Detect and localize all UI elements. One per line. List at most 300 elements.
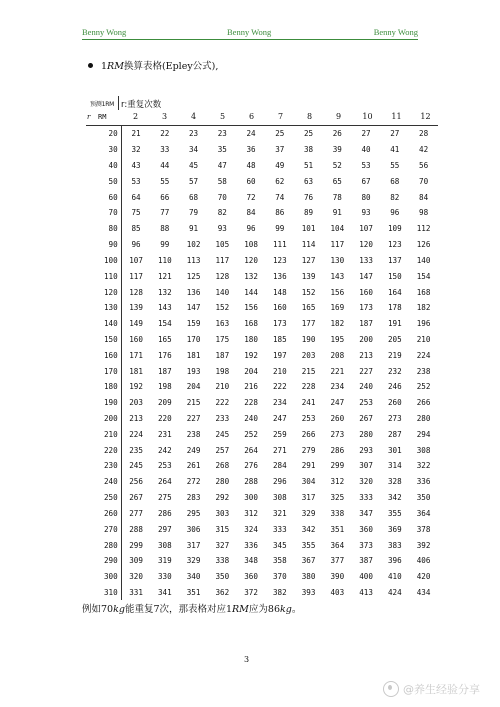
rm-value-cell: 112 xyxy=(416,224,431,234)
weight-cell: 110 xyxy=(84,268,121,284)
rm-value-cell: 370 xyxy=(272,572,287,582)
rm-value-cell: 331 xyxy=(129,587,143,597)
example-kg1: kg xyxy=(113,604,125,615)
weight-cell: 150 xyxy=(84,332,121,348)
rm-value-cell: 342 xyxy=(301,524,316,534)
rm-value-cell: 264 xyxy=(244,445,258,455)
rm-value-cell: 312 xyxy=(244,508,258,518)
rm-value-cell: 91 xyxy=(188,224,199,234)
rm-value-cell: 77 xyxy=(160,208,170,218)
section-rm: RM xyxy=(107,61,124,72)
rm-value-cell: 147 xyxy=(359,271,373,281)
rm-value-cell: 198 xyxy=(215,366,230,376)
rm-value-cell: 216 xyxy=(244,382,258,392)
rm-value-cell: 325 xyxy=(330,493,345,503)
rm-value-cell: 279 xyxy=(301,445,316,455)
rep-header-8: 8 xyxy=(306,112,313,121)
rm-value-cell: 150 xyxy=(387,271,402,281)
rm-value-cell: 182 xyxy=(330,319,345,329)
rm-value-cell: 351 xyxy=(186,587,201,597)
table-row xyxy=(84,316,438,332)
rm-value-cell: 350 xyxy=(416,493,431,503)
rm-value-cell: 222 xyxy=(215,398,230,408)
rm-value-cell: 89 xyxy=(303,208,314,218)
weight-cell: 270 xyxy=(84,521,121,537)
rm-value-cell: 160 xyxy=(359,287,373,297)
rm-value-cell: 96 xyxy=(131,240,141,250)
rm-value-cell: 204 xyxy=(244,366,258,376)
rm-value-cell: 390 xyxy=(330,572,345,582)
rm-value-cell: 295 xyxy=(186,508,201,518)
rm-value-cell: 268 xyxy=(215,461,230,471)
rm-value-cell: 380 xyxy=(301,572,316,582)
rep-header-4: 4 xyxy=(190,112,197,121)
rm-value-cell: 123 xyxy=(387,240,402,250)
rm-value-cell: 139 xyxy=(129,303,143,313)
rm-value-cell: 88 xyxy=(160,224,170,234)
rm-value-cell: 67 xyxy=(361,176,371,186)
rm-value-cell: 373 xyxy=(359,540,373,550)
table-row xyxy=(84,521,438,537)
rm-value-cell: 259 xyxy=(272,429,287,439)
rm-value-cell: 291 xyxy=(301,461,316,471)
rm-value-cell: 164 xyxy=(387,287,402,297)
rm-value-cell: 314 xyxy=(387,461,402,471)
rm-value-cell: 101 xyxy=(301,224,316,234)
bullet-icon xyxy=(88,63,93,68)
rm-value-cell: 70 xyxy=(419,176,429,186)
rm-value-cell: 205 xyxy=(387,334,402,344)
weight-cell: 290 xyxy=(84,553,121,569)
rm-value-cell: 338 xyxy=(215,556,230,566)
rm-value-cell: 139 xyxy=(301,271,316,281)
rm-value-cell: 187 xyxy=(157,366,172,376)
rm-value-cell: 215 xyxy=(301,366,316,376)
rm-value-cell: 99 xyxy=(160,240,170,250)
rm-value-cell: 286 xyxy=(157,508,172,518)
rm-value-cell: 336 xyxy=(244,540,258,550)
rm-value-cell: 136 xyxy=(186,287,201,297)
weight-cell: 30 xyxy=(84,142,121,158)
rm-value-cell: 24 xyxy=(246,129,256,139)
rm-value-cell: 308 xyxy=(272,493,287,503)
rm-value-cell: 114 xyxy=(301,240,316,250)
rm-value-cell: 117 xyxy=(215,255,230,265)
rep-header-10: 10 xyxy=(362,112,373,121)
rm-value-cell: 351 xyxy=(330,524,345,534)
rm-value-cell: 55 xyxy=(390,161,400,171)
rm-value-cell: 245 xyxy=(129,461,143,471)
table-row xyxy=(84,253,438,269)
weight-cell: 220 xyxy=(84,442,121,458)
rm-value-cell: 156 xyxy=(330,287,345,297)
rm-value-cell: 33 xyxy=(160,145,170,155)
weight-cell: 60 xyxy=(84,189,121,205)
table-row xyxy=(84,300,438,316)
rm-value-cell: 324 xyxy=(244,524,258,534)
example-kg2: kg xyxy=(280,604,292,615)
page-number: 3 xyxy=(244,655,250,664)
rm-value-cell: 378 xyxy=(416,524,431,534)
rm-value-cell: 108 xyxy=(244,240,258,250)
table-row xyxy=(84,173,438,189)
rm-value-cell: 44 xyxy=(160,161,170,171)
table-row xyxy=(84,347,438,363)
table-row xyxy=(84,332,438,348)
example-part3: 应为86 xyxy=(248,604,281,615)
rm-value-cell: 238 xyxy=(416,366,431,376)
rm-value-cell: 193 xyxy=(186,366,201,376)
rm-value-cell: 147 xyxy=(186,303,201,313)
header-left: Benny Wong xyxy=(82,27,127,37)
rm-value-cell: 187 xyxy=(215,350,230,360)
table-row xyxy=(84,363,438,379)
rm-value-cell: 48 xyxy=(246,161,256,171)
rm-value-cell: 192 xyxy=(129,382,143,392)
rm-value-cell: 387 xyxy=(359,556,373,566)
rm-value-cell: 275 xyxy=(157,493,172,503)
example-rm: RM xyxy=(232,604,249,615)
rm-value-cell: 39 xyxy=(332,145,342,155)
weight-cell: 120 xyxy=(84,284,121,300)
rm-value-cell: 190 xyxy=(301,334,316,344)
rm-value-cell: 93 xyxy=(217,224,227,234)
rm-value-cell: 294 xyxy=(416,429,431,439)
rm-value-cell: 82 xyxy=(390,192,400,202)
rm-value-cell: 328 xyxy=(387,477,402,487)
weight-cell: 130 xyxy=(84,300,121,316)
rm-value-cell: 348 xyxy=(244,556,258,566)
rm-value-cell: 191 xyxy=(387,319,402,329)
rm-value-cell: 159 xyxy=(186,319,201,329)
rm-value-cell: 200 xyxy=(359,334,373,344)
rm-value-cell: 64 xyxy=(131,192,141,202)
rm-value-cell: 27 xyxy=(390,129,400,139)
table-row xyxy=(84,458,438,474)
rm-value-cell: 267 xyxy=(359,414,373,424)
rm-value-cell: 392 xyxy=(416,540,431,550)
rm-value-cell: 260 xyxy=(387,398,402,408)
rm-value-cell: 252 xyxy=(244,429,258,439)
rep-header-12: 12 xyxy=(420,112,431,121)
rm-value-cell: 149 xyxy=(129,319,143,329)
rm-value-cell: 45 xyxy=(188,161,199,171)
rm-value-cell: 287 xyxy=(387,429,402,439)
rm-value-cell: 367 xyxy=(301,556,316,566)
weight-cell: 40 xyxy=(84,158,121,174)
rm-value-cell: 148 xyxy=(272,287,287,297)
rm-value-cell: 253 xyxy=(359,398,373,408)
rm-value-cell: 235 xyxy=(129,445,143,455)
rep-header-11: 11 xyxy=(391,112,402,121)
weight-cell: 180 xyxy=(84,379,121,395)
weight-cell: 140 xyxy=(84,316,121,332)
table-row xyxy=(84,585,438,601)
rm-value-cell: 104 xyxy=(330,224,345,234)
weight-cell: 190 xyxy=(84,395,121,411)
rm-value-cell: 242 xyxy=(157,445,172,455)
rm-value-cell: 347 xyxy=(359,508,373,518)
rm-value-cell: 300 xyxy=(244,493,258,503)
rm-value-cell: 276 xyxy=(244,461,258,471)
rm-value-cell: 299 xyxy=(330,461,345,471)
rm-value-cell: 51 xyxy=(303,161,314,171)
rm-value-cell: 227 xyxy=(186,414,201,424)
example-text xyxy=(82,601,301,615)
rm-value-cell: 32 xyxy=(131,145,141,155)
table-row xyxy=(84,158,438,174)
rm-value-cell: 128 xyxy=(129,287,143,297)
rm-value-cell: 253 xyxy=(157,461,172,471)
rm-value-cell: 233 xyxy=(215,414,230,424)
rm-value-cell: 168 xyxy=(244,319,258,329)
rm-table xyxy=(84,95,438,600)
rm-value-cell: 210 xyxy=(272,366,287,376)
rm-value-cell: 246 xyxy=(387,382,402,392)
rm-value-cell: 403 xyxy=(330,587,345,597)
rm-value-cell: 37 xyxy=(275,145,285,155)
rm-value-cell: 52 xyxy=(332,161,342,171)
rm-value-cell: 123 xyxy=(272,255,287,265)
rm-value-cell: 252 xyxy=(416,382,431,392)
weight-cell: 240 xyxy=(84,474,121,490)
rm-value-cell: 165 xyxy=(157,334,172,344)
table-row xyxy=(84,490,438,506)
header-center: Benny Wong xyxy=(227,27,272,37)
rm-value-cell: 47 xyxy=(217,161,227,171)
rm-value-cell: 280 xyxy=(215,477,230,487)
rm-value-cell: 93 xyxy=(361,208,371,218)
rm-value-cell: 165 xyxy=(301,303,316,313)
rm-value-cell: 240 xyxy=(359,382,373,392)
rm-value-cell: 43 xyxy=(131,161,141,171)
rm-value-cell: 143 xyxy=(157,303,172,313)
rm-value-cell: 173 xyxy=(272,319,287,329)
weight-cell: 50 xyxy=(84,173,121,189)
table-row xyxy=(84,268,438,284)
rep-header-7: 7 xyxy=(277,112,284,121)
weight-cell: 210 xyxy=(84,426,121,442)
rm-value-cell: 26 xyxy=(332,129,342,139)
rm-value-cell: 360 xyxy=(244,572,258,582)
rm-value-cell: 322 xyxy=(416,461,431,471)
rm-value-cell: 360 xyxy=(359,524,373,534)
rm-value-cell: 256 xyxy=(129,477,143,487)
rm-value-cell: 187 xyxy=(359,319,373,329)
weight-cell: 200 xyxy=(84,411,121,427)
rm-value-cell: 277 xyxy=(129,508,143,518)
table-row xyxy=(84,284,438,300)
weight-cell: 300 xyxy=(84,569,121,585)
table-row xyxy=(84,442,438,458)
weight-cell: 90 xyxy=(84,237,121,253)
rm-value-cell: 91 xyxy=(332,208,342,218)
rm-value-cell: 154 xyxy=(416,271,431,281)
rm-value-cell: 247 xyxy=(330,398,345,408)
rm-value-cell: 228 xyxy=(244,398,258,408)
rm-value-cell: 203 xyxy=(301,350,316,360)
rm-value-cell: 56 xyxy=(419,161,429,171)
table-row xyxy=(84,379,438,395)
rm-value-cell: 180 xyxy=(244,334,258,344)
rm-value-cell: 113 xyxy=(186,255,201,265)
rm-value-cell: 317 xyxy=(301,493,316,503)
rm-value-cell: 253 xyxy=(301,414,316,424)
rm-value-cell: 292 xyxy=(215,493,230,503)
rm-value-cell: 260 xyxy=(330,414,345,424)
rm-value-cell: 42 xyxy=(419,145,429,155)
table-row xyxy=(84,142,438,158)
rm-value-cell: 355 xyxy=(301,540,316,550)
rm-value-cell: 133 xyxy=(359,255,373,265)
rm-value-cell: 96 xyxy=(390,208,400,218)
rm-value-cell: 210 xyxy=(215,382,230,392)
rm-value-cell: 38 xyxy=(303,145,314,155)
rm-value-cell: 434 xyxy=(416,587,431,597)
rm-value-cell: 306 xyxy=(186,524,201,534)
table-header-top xyxy=(84,95,438,111)
rm-value-cell: 304 xyxy=(301,477,316,487)
rm-value-cell: 372 xyxy=(244,587,258,597)
section-prefix: 1 xyxy=(101,61,108,72)
rm-value-cell: 209 xyxy=(157,398,172,408)
header-divider xyxy=(118,96,119,110)
rm-value-cell: 280 xyxy=(416,414,431,424)
rm-value-cell: 28 xyxy=(419,129,429,139)
rm-value-cell: 221 xyxy=(330,366,345,376)
rm-value-cell: 261 xyxy=(186,461,201,471)
rm-value-cell: 329 xyxy=(301,508,316,518)
rm-value-cell: 222 xyxy=(272,382,287,392)
rm-value-cell: 68 xyxy=(188,192,199,202)
rm-value-cell: 232 xyxy=(387,366,402,376)
rm-value-cell: 297 xyxy=(157,524,172,534)
rm-value-cell: 241 xyxy=(301,398,316,408)
rm-value-cell: 400 xyxy=(359,572,373,582)
rm-label: RM xyxy=(98,113,107,121)
table-row xyxy=(84,569,438,585)
rm-value-cell: 413 xyxy=(359,587,373,597)
rm-value-cell: 288 xyxy=(244,477,258,487)
weight-cell: 260 xyxy=(84,506,121,522)
rm-value-cell: 320 xyxy=(129,572,143,582)
rm-value-cell: 170 xyxy=(186,334,201,344)
rm-value-cell: 107 xyxy=(359,224,373,234)
weight-cell: 70 xyxy=(84,205,121,221)
weight-cell: 100 xyxy=(84,253,121,269)
rm-value-cell: 219 xyxy=(387,350,402,360)
rm-value-cell: 41 xyxy=(390,145,400,155)
rm-value-cell: 75 xyxy=(131,208,141,218)
rm-value-cell: 76 xyxy=(303,192,314,202)
weight-cell: 230 xyxy=(84,458,121,474)
table-row xyxy=(84,553,438,569)
rm-value-cell: 249 xyxy=(186,445,201,455)
rm-value-cell: 173 xyxy=(359,303,373,313)
rm-value-cell: 96 xyxy=(246,224,256,234)
rm-value-cell: 74 xyxy=(275,192,285,202)
rm-value-cell: 198 xyxy=(157,382,172,392)
rm-value-cell: 168 xyxy=(416,287,431,297)
rm-value-cell: 203 xyxy=(129,398,143,408)
table-row xyxy=(84,537,438,553)
rm-value-cell: 107 xyxy=(129,255,143,265)
rm-value-cell: 312 xyxy=(330,477,345,487)
rm-value-cell: 98 xyxy=(419,208,429,218)
rm-value-cell: 227 xyxy=(359,366,373,376)
rm-value-cell: 132 xyxy=(244,271,258,281)
table-row xyxy=(84,426,438,442)
rm-value-cell: 293 xyxy=(359,445,373,455)
rm-value-cell: 40 xyxy=(361,145,371,155)
rm-value-cell: 264 xyxy=(157,477,172,487)
rm-value-cell: 224 xyxy=(416,350,431,360)
rm-value-cell: 160 xyxy=(272,303,287,313)
rm-value-cell: 110 xyxy=(157,255,172,265)
rm-value-cell: 317 xyxy=(186,540,201,550)
rm-value-cell: 283 xyxy=(186,493,201,503)
rm-value-cell: 215 xyxy=(186,398,201,408)
rm-value-cell: 36 xyxy=(246,145,256,155)
header-rule-line xyxy=(86,125,438,126)
table-row xyxy=(84,395,438,411)
rm-value-cell: 234 xyxy=(330,382,345,392)
rm-value-cell: 143 xyxy=(330,271,345,281)
rm-value-cell: 35 xyxy=(217,145,227,155)
rm-value-cell: 284 xyxy=(272,461,287,471)
rm-value-cell: 25 xyxy=(303,129,314,139)
rm-value-cell: 117 xyxy=(330,240,345,250)
watermark-logo-icon xyxy=(383,681,399,697)
rm-value-cell: 99 xyxy=(275,224,285,234)
rm-value-cell: 240 xyxy=(244,414,258,424)
rm-value-cell: 72 xyxy=(246,192,256,202)
rm-value-cell: 85 xyxy=(131,224,141,234)
rm-table-body xyxy=(84,126,438,600)
rm-value-cell: 340 xyxy=(186,572,201,582)
table-row xyxy=(84,126,438,142)
rm-value-cell: 140 xyxy=(416,255,431,265)
rm-value-cell: 420 xyxy=(416,572,431,582)
rm-value-cell: 68 xyxy=(390,176,400,186)
rm-value-cell: 126 xyxy=(416,240,431,250)
weight-cell: 160 xyxy=(84,347,121,363)
rm-value-cell: 70 xyxy=(217,192,227,202)
rm-value-cell: 62 xyxy=(275,176,285,186)
rm-value-cell: 208 xyxy=(330,350,345,360)
rm-value-cell: 296 xyxy=(272,477,287,487)
rm-value-cell: 177 xyxy=(301,319,316,329)
table-row xyxy=(84,474,438,490)
rm-value-cell: 228 xyxy=(301,382,316,392)
watermark xyxy=(383,680,480,698)
rm-value-cell: 266 xyxy=(301,429,316,439)
rm-value-cell: 137 xyxy=(387,255,402,265)
example-part1: 例如70 xyxy=(82,604,114,615)
rm-value-cell: 109 xyxy=(387,224,402,234)
rm-value-cell: 136 xyxy=(272,271,287,281)
rm-value-cell: 213 xyxy=(129,414,143,424)
rm-value-cell: 182 xyxy=(416,303,431,313)
table-row xyxy=(84,237,438,253)
rm-value-cell: 23 xyxy=(217,129,227,139)
header-rule xyxy=(82,39,418,40)
rm-value-cell: 21 xyxy=(131,129,141,139)
rm-value-cell: 267 xyxy=(129,493,143,503)
rm-value-cell: 160 xyxy=(129,334,143,344)
rm-value-cell: 125 xyxy=(186,271,201,281)
rm-value-cell: 383 xyxy=(387,540,402,550)
